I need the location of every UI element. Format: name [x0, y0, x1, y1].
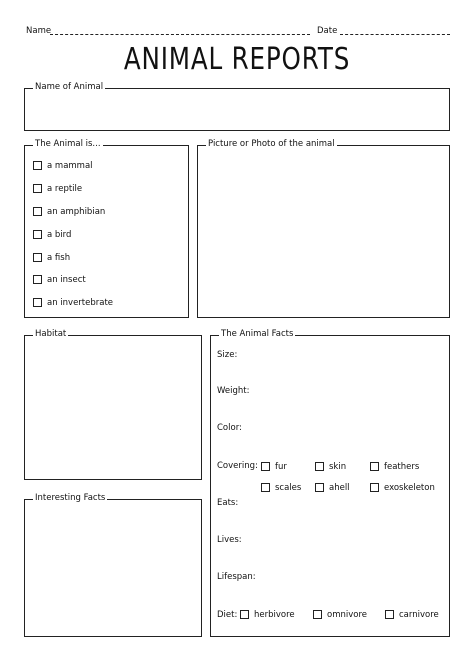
- option-feathers: feathers: [384, 462, 420, 472]
- page-title: ANIMAL REPORTS: [123, 42, 351, 77]
- option-scales: scales: [275, 483, 302, 493]
- interesting-facts-label: Interesting Facts: [35, 493, 106, 503]
- picture-box[interactable]: [197, 139, 450, 318]
- covering-label: Covering:: [217, 461, 258, 471]
- habitat-label: Habitat: [35, 329, 67, 339]
- option-omnivore: omnivore: [327, 610, 367, 620]
- size-label: Size:: [217, 350, 238, 360]
- checkbox-fish[interactable]: [33, 253, 42, 262]
- checkbox-exoskeleton[interactable]: [370, 483, 379, 492]
- checkbox-skin[interactable]: [315, 462, 324, 471]
- option-fur: fur: [275, 462, 287, 472]
- checkbox-shell[interactable]: [315, 483, 324, 492]
- option-shell: ahell: [329, 483, 350, 493]
- name-of-animal-label: Name of Animal: [35, 82, 104, 92]
- checkbox-invertebrate[interactable]: [33, 298, 42, 307]
- picture-label: Picture or Photo of the animal: [208, 139, 335, 149]
- date-label: Date: [317, 26, 338, 36]
- option-reptile: a reptile: [47, 184, 83, 194]
- animal-facts-label: The Animal Facts: [221, 329, 294, 339]
- diet-label: Diet:: [217, 610, 238, 620]
- lifespan-label: Lifespan:: [217, 572, 256, 582]
- option-skin: skin: [329, 462, 347, 472]
- option-insect: an insect: [47, 275, 86, 285]
- option-herbivore: herbivore: [254, 610, 295, 620]
- option-carnivore: carnivore: [399, 610, 439, 620]
- checkbox-amphibian[interactable]: [33, 207, 42, 216]
- option-exoskeleton: exoskeleton: [384, 483, 435, 493]
- option-fish: a fish: [47, 253, 71, 263]
- checkbox-mammal[interactable]: [33, 161, 42, 170]
- date-line[interactable]: [340, 34, 450, 35]
- lives-label: Lives:: [217, 535, 242, 545]
- checkbox-omnivore[interactable]: [313, 610, 322, 619]
- checkbox-feathers[interactable]: [370, 462, 379, 471]
- checkbox-reptile[interactable]: [33, 184, 42, 193]
- name-of-animal-box[interactable]: [24, 82, 450, 131]
- color-label: Color:: [217, 423, 242, 433]
- interesting-facts-box[interactable]: [24, 493, 202, 637]
- checkbox-scales[interactable]: [261, 483, 270, 492]
- checkbox-herbivore[interactable]: [240, 610, 249, 619]
- name-label: Name: [26, 26, 52, 36]
- option-invertebrate: an invertebrate: [47, 298, 114, 308]
- checkbox-bird[interactable]: [33, 230, 42, 239]
- option-mammal: a mammal: [47, 161, 93, 171]
- habitat-box[interactable]: [24, 329, 202, 480]
- checkbox-insect[interactable]: [33, 275, 42, 284]
- name-line[interactable]: [50, 34, 310, 35]
- checkbox-carnivore[interactable]: [385, 610, 394, 619]
- option-bird: a bird: [47, 230, 72, 240]
- eats-label: Eats:: [217, 498, 239, 508]
- animal-type-label: The Animal is...: [35, 139, 101, 149]
- option-amphibian: an amphibian: [47, 207, 106, 217]
- weight-label: Weight:: [217, 386, 250, 396]
- checkbox-fur[interactable]: [261, 462, 270, 471]
